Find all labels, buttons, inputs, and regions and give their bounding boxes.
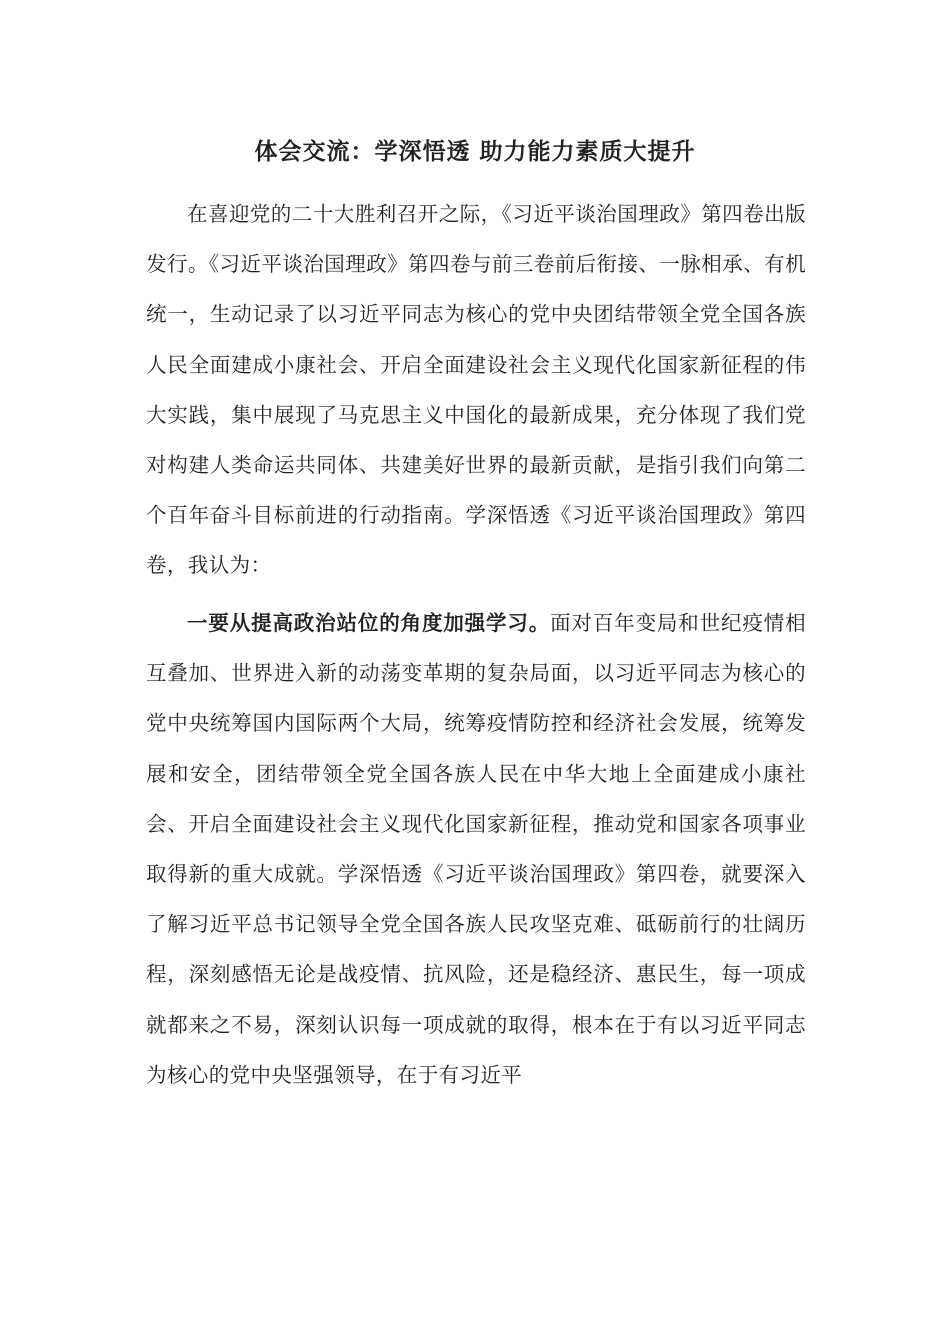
paragraph-intro — [146, 189, 806, 591]
paragraph-point-one-lead: 一要从提高政治站位的角度加强学习。 — [187, 611, 551, 635]
paragraph-intro-text: 在喜迎党的二十大胜利召开之际，《习近平谈治国理政》第四卷出版发行。《习近平谈治国理政》第四卷与前三卷前后衔接、一脉相承、有机统一，生动记录了以习近平同志为核心的党中央团结带领全党全国各族人民全面建成小康社会、开启全面建设社会主义现代化国家新征程的伟大实践，集中展现了马克思主义中国化的最新成果，充分体现了我们党对构建人类命运共同体、共建美好世界的最新贡献，是指引我们向第二个百年奋斗目标前进的行动指南。学深悟透《习近平谈治国理政》第四卷，我认为： — [146, 202, 806, 578]
paragraph-point-one — [146, 598, 806, 1100]
document-title: 体会交流：学深悟透 助力能力素质大提升 — [254, 138, 696, 165]
paragraph-point-one-text: 面对百年变局和世纪疫情相互叠加、世界进入新的动荡变革期的复杂局面，以习近平同志为核心的党中央统筹国内国际两个大局，统筹疫情防控和经济社会发展，统筹发展和安全，团结带领全党全国各族人民在中华大地上全面建成小康社会、开启全面建设社会主义现代化国家新征程，推动党和国家各项事业取得新的重大成就。学深悟透《习近平谈治国理政》第四卷，就要深入了解习近平总书记领导全党全国各族人民攻坚克难、砥砺前行的壮阔历程，深刻感悟无论是战疫情、抗风险，还是稳经济、惠民生，每一项成就都来之不易，深刻认识每一项成就的取得，根本在于有以习近平同志为核心的党中央坚强领导，在于有习近平 — [146, 611, 806, 1087]
